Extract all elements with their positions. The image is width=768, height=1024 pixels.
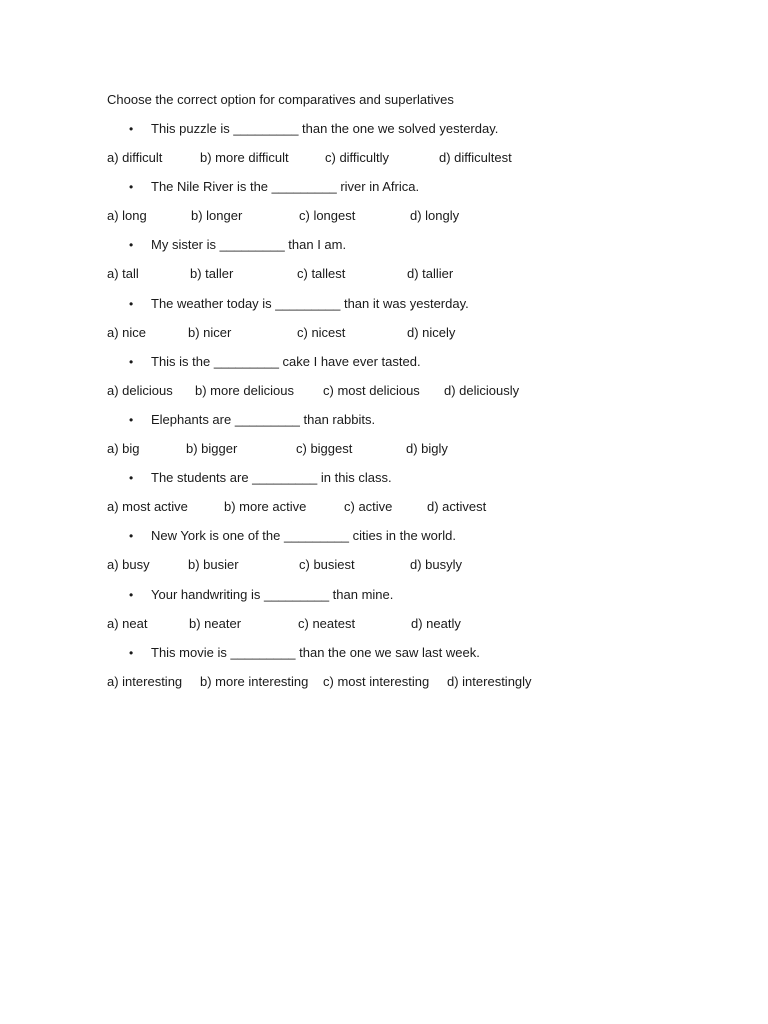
answer-option-a: a) neat — [107, 615, 148, 631]
answer-option-d: d) busyly — [410, 557, 463, 573]
answer-option-d: d) deliciously — [444, 382, 520, 398]
bullet-icon: • — [129, 296, 134, 311]
bullet-icon: • — [129, 238, 134, 253]
answer-option-c: c) most interesting — [323, 673, 430, 689]
answer-options-row — [0, 616, 768, 634]
question-text: This puzzle is _________ than the one we solved yesterday. — [151, 121, 499, 136]
answer-options-row — [0, 150, 768, 168]
answer-option-b: b) neater — [189, 615, 242, 631]
answer-options-row — [0, 499, 768, 517]
question-text: Your handwriting is _________ than mine. — [151, 586, 394, 602]
answer-option-b: b) busier — [188, 557, 239, 573]
question-item — [129, 645, 480, 660]
answer-options-row — [0, 266, 768, 284]
answer-option-d: d) tallier — [407, 266, 454, 282]
bullet-icon: • — [129, 645, 134, 660]
answer-option-c: c) difficultly — [325, 150, 390, 165]
question-item — [129, 237, 346, 252]
question-item — [129, 587, 393, 602]
question-text: This is the _________ cake I have ever tasted. — [151, 353, 421, 369]
answer-option-a: a) difficult — [107, 150, 163, 165]
answer-options-row — [0, 557, 768, 575]
answer-option-b: b) more interesting — [200, 673, 309, 689]
answer-option-d: d) bigly — [406, 441, 448, 456]
answer-option-a: a) long — [107, 208, 147, 224]
answer-option-d: d) neatly — [411, 615, 461, 631]
answer-option-c: c) biggest — [296, 441, 353, 456]
answer-option-b: b) taller — [190, 266, 234, 282]
answer-option-a: a) delicious — [107, 382, 173, 398]
bullet-icon: • — [129, 471, 134, 486]
bullet-icon: • — [129, 180, 134, 195]
answer-option-a: a) most active — [107, 499, 188, 515]
answer-options-row — [0, 674, 768, 692]
question-item — [129, 296, 469, 311]
question-text: The Nile River is the _________ river in Africa. — [151, 179, 420, 195]
answer-options-row — [0, 441, 768, 459]
bullet-icon: • — [129, 529, 134, 544]
answer-option-b: b) nicer — [188, 324, 232, 340]
answer-options-row — [0, 325, 768, 343]
answer-option-d: d) difficultest — [439, 150, 512, 165]
answer-option-a: a) interesting — [107, 673, 183, 689]
answer-option-a: a) busy — [107, 557, 150, 573]
answer-option-d: d) activest — [427, 499, 487, 515]
question-item — [129, 354, 421, 369]
question-item — [129, 121, 498, 136]
answer-option-d: d) interestingly — [447, 673, 532, 689]
question-text: Elephants are _________ than rabbits. — [151, 412, 376, 427]
worksheet-title: Choose the correct option for comparatives and superlatives — [107, 92, 454, 107]
answer-option-c: c) nicest — [297, 324, 346, 340]
question-text: The students are _________ in this class. — [151, 470, 392, 486]
answer-options-row — [0, 208, 768, 226]
question-item — [129, 470, 392, 485]
answer-option-a: a) tall — [107, 266, 139, 282]
answer-option-b: b) more delicious — [195, 382, 294, 398]
answer-option-c: c) active — [344, 499, 393, 515]
question-text: The weather today is _________ than it was yesterday. — [151, 295, 469, 311]
question-item — [129, 179, 419, 194]
answer-options-row — [0, 383, 768, 401]
answer-option-c: c) neatest — [298, 615, 356, 631]
answer-option-c: c) tallest — [297, 266, 346, 282]
answer-option-c: c) most delicious — [323, 382, 420, 398]
bullet-icon: • — [129, 354, 134, 369]
answer-option-a: a) big — [107, 441, 140, 456]
answer-option-b: b) more difficult — [200, 150, 289, 165]
bullet-icon: • — [129, 587, 134, 602]
bullet-icon: • — [129, 122, 134, 136]
question-item — [129, 412, 375, 427]
question-text: New York is one of the _________ cities in the world. — [151, 528, 456, 544]
question-text: My sister is _________ than I am. — [151, 237, 347, 253]
answer-option-c: c) longest — [299, 208, 356, 224]
answer-option-a: a) nice — [107, 324, 147, 340]
answer-option-d: d) nicely — [407, 324, 456, 340]
answer-option-b: b) more active — [224, 499, 307, 515]
answer-option-c: c) busiest — [299, 557, 355, 573]
bullet-icon: • — [129, 413, 134, 427]
question-text: This movie is _________ than the one we saw last week. — [151, 644, 480, 660]
answer-option-d: d) longly — [410, 208, 460, 224]
answer-option-b: b) bigger — [186, 441, 238, 456]
question-item — [129, 528, 456, 543]
answer-option-b: b) longer — [191, 208, 243, 224]
